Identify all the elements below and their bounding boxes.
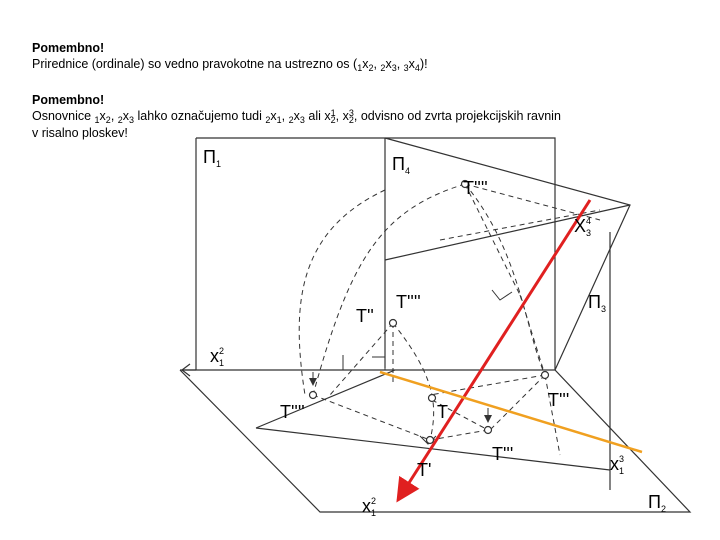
x34-main: x	[408, 57, 415, 71]
alt1-sub: 2	[330, 115, 336, 125]
pi2-inner-edge	[256, 370, 395, 428]
x34-sub-right: 4	[414, 63, 420, 73]
n2-x21-sub-right: 1	[276, 115, 282, 125]
x34-sub-left: 3	[403, 63, 409, 73]
dash-t4b-t1	[313, 395, 430, 440]
label-x21-bottom: $x^2$ 1	[362, 496, 377, 518]
note-2-heading: Pomembno!	[32, 93, 105, 107]
label-x13: $x^3$ 1	[610, 454, 625, 476]
x13-axis-orange	[380, 372, 642, 452]
pi1-plane	[196, 138, 555, 370]
label-t1: T'	[417, 460, 432, 480]
note-2-text-c: ali	[304, 109, 325, 123]
pi4-plane	[385, 138, 630, 370]
alt2-main: x	[342, 109, 349, 123]
point-t3b	[485, 427, 492, 434]
n2-x12-sub-left: 1	[94, 115, 100, 125]
n2-x23-sub-left: 2	[117, 115, 123, 125]
n2-x21-sub-left: 2	[265, 115, 271, 125]
pi2-inner-edge-2	[256, 428, 610, 470]
note-1-text-a: Prirednice (ordinale) so vedno pravokotne na ustrezno os (	[32, 57, 358, 71]
alt2-sup: 3	[348, 108, 354, 118]
n2-x12-main: x	[99, 109, 106, 123]
n2-x23-main: x	[122, 109, 130, 123]
label-t3: T'''	[548, 390, 570, 410]
n2-x23b-sub-left: 2	[288, 115, 294, 125]
label-t4c: T''''	[396, 292, 421, 312]
note-1-heading: Pomembno!	[32, 41, 105, 55]
point-t2	[390, 320, 397, 327]
point-t	[429, 395, 436, 402]
n2-x23-sub-right: 3	[129, 115, 135, 125]
dash-right-corner	[520, 295, 545, 375]
label-t4b: T''''	[280, 402, 305, 422]
alt2-sub: 2	[348, 115, 354, 125]
alt1-sup: 1	[330, 108, 336, 118]
pi3-plane-edge	[385, 205, 630, 260]
label-x12-left: $x^2$ 1	[210, 346, 225, 368]
point-t3	[542, 372, 549, 379]
label-t: T	[437, 402, 448, 422]
label-t4: T''''	[463, 178, 488, 198]
note-2-text-d: , odvisno od zvrta projekcijskih ravnin	[353, 109, 561, 123]
x23-sub-left: 2	[380, 63, 386, 73]
note-1-text-b: )!	[419, 57, 428, 71]
dash-t4-top	[465, 184, 520, 295]
x12-sub-left: 1	[357, 63, 363, 73]
right-angle-2	[372, 357, 385, 370]
arc-large	[299, 190, 385, 395]
right-angle-3	[492, 290, 512, 300]
note-2-text-b: lahko označujemo tudi	[134, 109, 266, 123]
label-pi2: $\Pi_2$	[648, 492, 667, 514]
x12-sub-right: 2	[368, 63, 374, 73]
label-x34: $X^4$ 3	[574, 216, 592, 238]
right-angle-1	[343, 355, 358, 370]
n2-x12-sub-right: 2	[105, 115, 111, 125]
point-t4b	[310, 392, 317, 399]
dash-t3-right	[545, 375, 560, 455]
label-t3b: T'''	[492, 444, 514, 464]
diagram-labels	[203, 147, 666, 518]
points	[310, 181, 549, 444]
x23-sub-right: 3	[391, 63, 397, 73]
n2-x23b-sub-right: 3	[299, 115, 305, 125]
arc-t4-t3	[465, 184, 545, 375]
note-2: Pomembno! Osnovnice $_1x_2$, $_2x_3$ lahko označujemo tudi $_2x_1$, $_2x_3$ ali $x^1_2$, $x^3_2$, odvisno od zvrta projekcijskih ravnin v risalno ploskev!	[32, 93, 561, 140]
n2-x21-main: x	[270, 109, 277, 123]
n2-x23b-main: x	[293, 109, 300, 123]
alt1-main: x	[324, 109, 331, 123]
arc-t4-t4b	[313, 184, 465, 395]
note-2-text-e: v risalno ploskev!	[32, 126, 128, 140]
note-1: Pomembno! Prirednice (ordinale) so vedno pravokotne na ustrezno os ($_1x_2$, $_2x_3$, $_3x_4$)!	[32, 41, 428, 73]
label-pi4: $\Pi_4$	[392, 154, 411, 176]
point-t1	[427, 437, 434, 444]
label-t2: T''	[356, 306, 374, 326]
label-pi3: $\Pi_3$	[588, 292, 607, 314]
label-pi1: $\Pi_1$	[203, 147, 222, 169]
x23-main: x	[385, 57, 392, 71]
x12-main: x	[362, 57, 369, 71]
note-2-text-a: Osnovnice	[32, 109, 95, 123]
